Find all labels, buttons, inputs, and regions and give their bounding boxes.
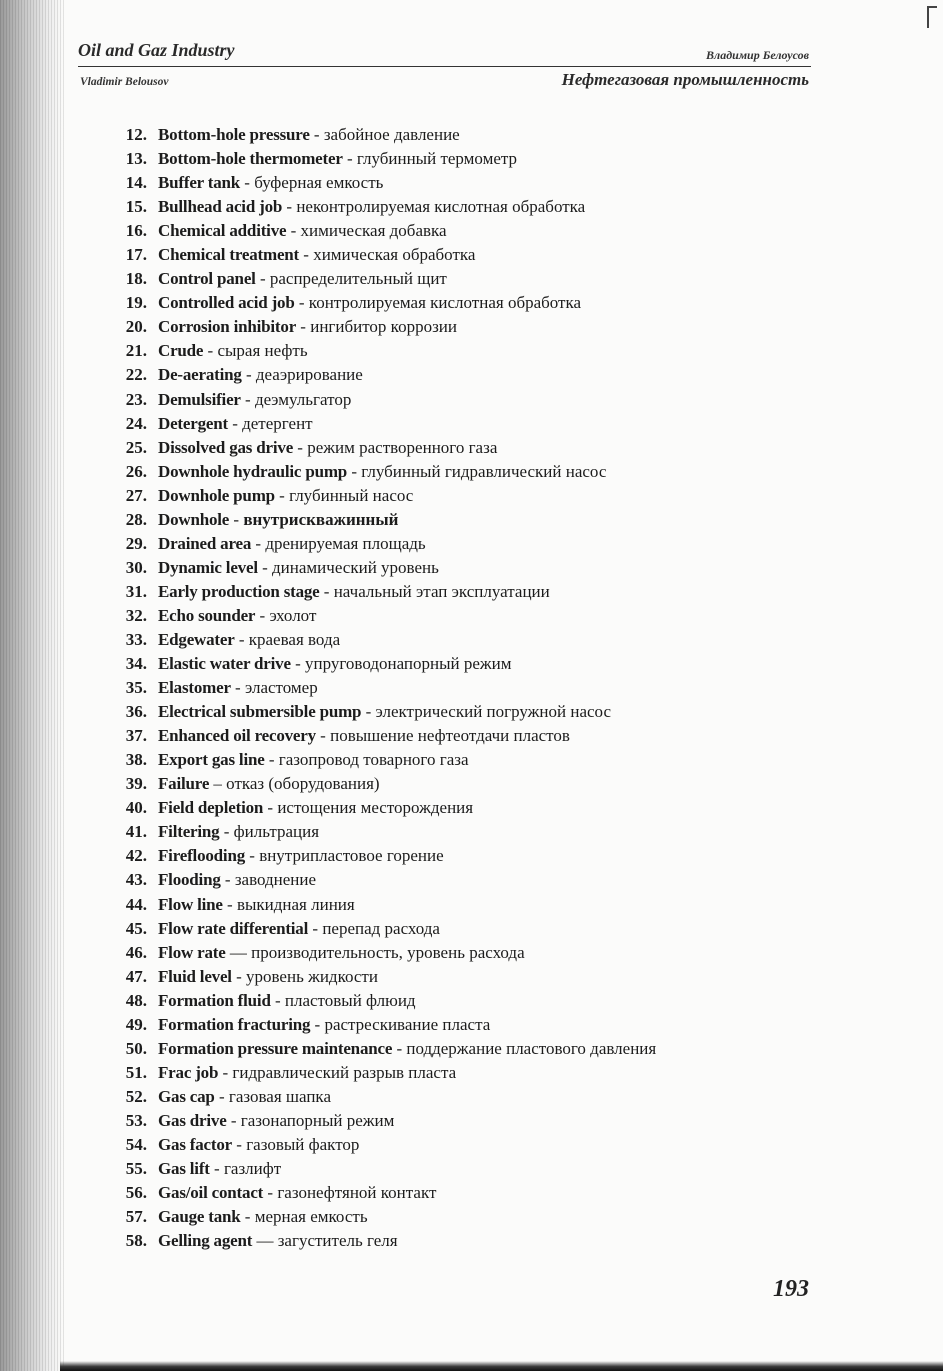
entry-translation-ru: режим растворенного газа [307, 437, 498, 457]
entry-term-en: Gas lift [158, 1159, 210, 1179]
entry-translation-ru: глубинный гидравлический насос [361, 461, 607, 481]
glossary-entry [102, 724, 802, 748]
entry-number: 25. [125, 437, 147, 457]
glossary-entry [102, 267, 802, 291]
entry-term-en: De-aerating [158, 365, 242, 385]
entry-number: 56. [125, 1183, 147, 1203]
entry-number: 17. [125, 245, 147, 265]
glossary-entry [102, 147, 802, 171]
entry-separator: - [245, 846, 260, 866]
entry-separator: - [274, 485, 290, 505]
entry-term-en: Gas/oil contact [158, 1183, 264, 1203]
entry-translation-ru: динамический уровень [272, 557, 439, 577]
entry-translation-ru: начальный этап эксплуатации [333, 581, 550, 601]
entry-term-en: Gas cap [158, 1086, 215, 1106]
entry-number: 21. [125, 341, 147, 361]
header-rule [78, 66, 811, 67]
glossary-entry [102, 1157, 802, 1181]
running-header-title-en: Oil and Gaz Industry [78, 40, 235, 60]
entry-separator: - [361, 702, 376, 722]
entry-number: 38. [125, 750, 147, 770]
entry-translation-ru: контролируемая кислотная обработка [308, 293, 582, 313]
entry-term-en: Downhole pump [158, 485, 275, 505]
glossary-entry [102, 628, 802, 652]
entry-number: 49. [125, 1014, 147, 1034]
entry-translation-ru: деаэрирование [255, 365, 363, 385]
entry-number: 47. [125, 966, 147, 986]
glossary-entry [102, 412, 802, 436]
entry-term-en: Chemical treatment [158, 245, 300, 265]
glossary-entry [102, 1109, 802, 1133]
entry-translation-ru: сырая нефть [217, 341, 308, 361]
entry-term-en: Bullhead acid job [158, 197, 283, 217]
entry-separator: - [240, 389, 255, 409]
entry-term-en: Dynamic level [158, 557, 258, 577]
entry-number: 35. [125, 678, 147, 698]
entry-translation-ru: отказ (оборудования) [226, 774, 380, 794]
entry-term-en: Edgewater [158, 629, 235, 649]
entry-term-en: Early production stage [158, 581, 320, 601]
entry-number: 51. [125, 1062, 147, 1082]
entry-number: 43. [125, 870, 147, 890]
entry-number: 28. [125, 509, 147, 529]
entry-separator: - [230, 678, 245, 698]
entry-separator: - [241, 365, 256, 385]
entry-term-en: Frac job [158, 1062, 219, 1082]
entry-number: 57. [125, 1207, 147, 1227]
entry-translation-ru: повышение нефтеотдачи пластов [330, 726, 570, 746]
entry-separator: - [222, 894, 237, 914]
entry-translation-ru: внутрипластовое горение [259, 846, 444, 866]
glossary-entry [102, 796, 802, 820]
glossary-entry [102, 965, 802, 989]
entry-term-en: Demulsifier [158, 389, 241, 409]
entry-number: 16. [125, 221, 147, 241]
glossary-entry [102, 195, 802, 219]
entry-translation-ru: фильтрация [233, 822, 320, 842]
entry-translation-ru: электрический погружной насос [375, 702, 612, 722]
entry-translation-ru: выкидная линия [236, 894, 355, 914]
entry-number: 32. [125, 605, 147, 625]
entry-number: 52. [125, 1086, 147, 1106]
entry-term-en: Flow rate [158, 942, 226, 962]
entry-number: 42. [125, 846, 147, 866]
entry-separator: - [347, 461, 362, 481]
entry-number: 20. [125, 317, 147, 337]
entry-term-en: Control panel [158, 269, 256, 289]
entry-separator: - [392, 1038, 407, 1058]
glossary-entry [102, 1229, 802, 1253]
entry-translation-ru: распределительный щит [269, 269, 447, 289]
entry-term-en: Echo sounder [158, 605, 256, 625]
glossary-entry [102, 123, 802, 147]
glossary-entry [102, 219, 802, 243]
entry-translation-ru: забойное давление [323, 125, 460, 144]
entry-term-en: Gas factor [158, 1134, 233, 1154]
entry-translation-ru: дренируемая площадь [265, 533, 426, 553]
entry-number: 44. [125, 894, 147, 914]
entry-term-en: Buffer tank [158, 173, 241, 193]
entry-translation-ru: истощения месторождения [277, 798, 474, 818]
glossary-entry [102, 1013, 802, 1037]
entry-number: 58. [125, 1231, 147, 1251]
glossary-entry [102, 363, 802, 387]
entry-term-en: Drained area [158, 533, 252, 553]
glossary-entry [102, 484, 802, 508]
entry-separator: - [264, 750, 279, 770]
glossary-entry [102, 508, 802, 532]
entry-number: 26. [125, 461, 147, 481]
entry-translation-ru: пластовый флюид [284, 990, 416, 1010]
glossary-entry [102, 291, 802, 315]
entry-translation-ru: газонефтяной контакт [277, 1183, 437, 1203]
entry-separator: - [310, 1014, 325, 1034]
entry-separator: - [255, 605, 270, 625]
entry-term-en: Export gas line [158, 750, 265, 770]
entry-translation-ru: буферная емкость [254, 173, 384, 193]
glossary-entry [102, 772, 802, 796]
entry-translation-ru: упруговодонапорный режим [304, 654, 512, 674]
entry-translation-ru: загуститель геля [277, 1231, 398, 1251]
entry-translation-ru: газовая шапка [228, 1086, 331, 1106]
glossary-entry [102, 868, 802, 892]
page-bottom-edge [60, 1361, 943, 1371]
entry-term-en: Detergent [158, 413, 228, 433]
entry-number: 39. [125, 774, 147, 794]
glossary-entry [102, 748, 802, 772]
entry-number: 37. [125, 726, 147, 746]
running-header-author-ru: Владимир Белоусов [706, 48, 809, 62]
entry-separator: - [315, 726, 331, 746]
glossary-entry [102, 652, 802, 676]
entry-number: 41. [125, 822, 147, 842]
entry-translation-ru: производительность, уровень расхода [251, 942, 525, 962]
entry-term-en: Downhole [158, 509, 230, 529]
entry-term-en: Flow line [158, 894, 223, 914]
glossary-entry [102, 1061, 802, 1085]
entry-separator: - [209, 1159, 224, 1179]
entry-separator: - [294, 293, 309, 313]
entry-term-en: Filtering [158, 822, 220, 842]
entry-term-en: Flooding [158, 870, 221, 890]
entry-separator: - [232, 1134, 247, 1154]
entry-translation-ru: газлифт [223, 1159, 282, 1179]
entry-number: 30. [125, 557, 147, 577]
entry-term-en: Downhole hydraulic pump [158, 461, 348, 481]
entry-term-en: Flow rate differential [158, 918, 309, 938]
entry-translation-ru: краевая вода [248, 629, 341, 649]
entry-number: 14. [125, 173, 147, 193]
page-number: 193 [773, 1276, 809, 1302]
glossary-entry [102, 989, 802, 1013]
entry-separator: — [225, 942, 252, 962]
entry-separator: - [299, 245, 314, 265]
entry-separator: - [270, 990, 285, 1010]
entry-separator: - [255, 269, 270, 289]
glossary-entry [102, 556, 802, 580]
glossary-entry [102, 1037, 802, 1061]
glossary-entry [102, 460, 802, 484]
entry-number: 29. [125, 533, 147, 553]
entry-translation-ru: глубинный термометр [356, 149, 518, 169]
page-corner-mark [927, 6, 937, 28]
entry-translation-ru: детергент [242, 413, 313, 433]
running-header-author-en: Vladimir Belousov [80, 76, 169, 88]
entry-separator: - [251, 533, 266, 553]
glossary-entry [102, 243, 802, 267]
entry-separator: - [231, 966, 246, 986]
entry-number: 12. [125, 125, 147, 144]
entry-separator: - [257, 557, 273, 577]
entry-translation-ru: глубинный насос [289, 485, 414, 505]
glossary-entry [102, 604, 802, 628]
entry-separator: - [229, 509, 244, 529]
entry-number: 27. [125, 485, 147, 505]
entry-number: 48. [125, 990, 147, 1010]
entry-separator: - [293, 437, 308, 457]
entry-separator: - [203, 341, 218, 361]
entry-term-en: Elastomer [158, 678, 231, 698]
entry-translation-ru: уровень жидкости [246, 966, 378, 986]
entry-number: 46. [125, 942, 147, 962]
entry-term-en: Corrosion inhibitor [158, 317, 297, 337]
entry-number: 53. [125, 1110, 147, 1130]
entry-term-en: Gelling agent [158, 1231, 253, 1251]
entry-translation-ru: неконтролируемая кислотная обработка [296, 197, 586, 217]
entry-term-en: Formation fluid [158, 990, 271, 1010]
entry-separator: - [218, 1062, 233, 1082]
entry-translation-ru: растрескивание пласта [324, 1014, 491, 1034]
entry-separator: - [263, 798, 278, 818]
entry-translation-ru: деэмульгатор [254, 389, 352, 409]
glossary-entry [102, 1205, 802, 1229]
entry-translation-ru: газовый фактор [246, 1134, 360, 1154]
entry-term-en: Chemical additive [158, 221, 287, 241]
glossary-entry [102, 171, 802, 195]
entry-separator: - [308, 918, 323, 938]
entry-separator: - [214, 1086, 229, 1106]
entry-number: 36. [125, 702, 147, 722]
glossary-entry [102, 820, 802, 844]
entry-translation-ru: химическая добавка [300, 221, 447, 241]
entry-translation-ru: гидравлический разрыв пласта [232, 1062, 457, 1082]
book-spine-shadow [0, 0, 64, 1371]
entry-separator: - [286, 221, 301, 241]
entry-translation-ru: поддержание пластового давления [406, 1038, 657, 1058]
glossary-entry [102, 532, 802, 556]
entry-separator: - [309, 125, 324, 144]
entry-translation-ru: ингибитор коррозии [310, 317, 457, 337]
entry-translation-ru: заводнение [234, 870, 317, 890]
glossary-entry [102, 580, 802, 604]
entry-separator: - [296, 317, 311, 337]
entry-translation-ru: химическая обработка [313, 245, 476, 265]
glossary-entry [102, 388, 802, 412]
entry-term-en: Bottom-hole thermometer [158, 149, 343, 169]
glossary-entry [102, 844, 802, 868]
entry-term-en: Formation pressure maintenance [158, 1038, 393, 1058]
entry-separator: - [227, 413, 243, 433]
entry-translation-ru: газонапорный режим [240, 1110, 395, 1130]
glossary-entry [102, 339, 802, 363]
entry-separator: - [282, 197, 297, 217]
entry-term-en: Formation fracturing [158, 1014, 311, 1034]
entry-term-en: Fireflooding [158, 846, 246, 866]
entry-separator: - [263, 1183, 278, 1203]
entry-number: 50. [125, 1038, 147, 1058]
entry-separator: - [220, 870, 235, 890]
entry-term-en: Electrical submersible pump [158, 702, 362, 722]
entry-translation-ru: эластомер [244, 678, 318, 698]
glossary-entry [102, 436, 802, 460]
entry-term-en: Controlled acid job [158, 293, 295, 313]
entry-number: 13. [125, 149, 147, 169]
entry-number: 31. [125, 581, 147, 601]
entry-term-en: Enhanced oil recovery [158, 726, 316, 746]
entry-number: 19. [125, 293, 147, 313]
entry-number: 18. [125, 269, 147, 289]
glossary-entry [102, 1181, 802, 1205]
entry-term-en: Gas drive [158, 1110, 227, 1130]
entry-number: 34. [125, 654, 147, 674]
entry-separator: - [319, 581, 334, 601]
entry-term-en: Fluid level [158, 966, 232, 986]
entry-separator: - [240, 1207, 255, 1227]
glossary-entry [102, 1133, 802, 1157]
entry-number: 24. [125, 413, 147, 433]
entry-separator: - [234, 629, 249, 649]
entry-term-en: Elastic water drive [158, 654, 291, 674]
entry-translation-ru: мерная емкость [254, 1207, 368, 1227]
entry-term-en: Field depletion [158, 798, 264, 818]
entry-number: 40. [125, 798, 147, 818]
entry-translation-ru: внутрискважинный [243, 509, 399, 529]
entry-term-en: Dissolved gas drive [158, 437, 294, 457]
glossary-entry [102, 917, 802, 941]
entry-term-en: Crude [158, 341, 204, 361]
entry-number: 33. [125, 629, 147, 649]
entry-term-en: Bottom-hole pressure [158, 125, 310, 144]
glossary-list [102, 123, 802, 1253]
entry-separator: – [209, 774, 227, 794]
entry-number: 45. [125, 918, 147, 938]
entry-number: 54. [125, 1134, 147, 1154]
entry-number: 55. [125, 1159, 147, 1179]
entry-translation-ru: газопровод товарного газа [278, 750, 469, 770]
glossary-entry [102, 893, 802, 917]
entry-translation-ru: перепад расхода [322, 918, 440, 938]
entry-separator: - [240, 173, 255, 193]
glossary-entry [102, 676, 802, 700]
entry-number: 15. [125, 197, 147, 217]
entry-separator: - [290, 654, 305, 674]
entry-number: 22. [125, 365, 147, 385]
entry-separator: — [252, 1231, 278, 1251]
entry-separator: - [342, 149, 357, 169]
glossary-entry [102, 700, 802, 724]
entry-term-en: Failure [158, 774, 210, 794]
entry-translation-ru: эхолот [269, 605, 317, 625]
running-header-title-ru: Нефтегазовая промышленность [561, 70, 809, 89]
glossary-entry [102, 941, 802, 965]
entry-separator: - [219, 822, 234, 842]
entry-term-en: Gauge tank [158, 1207, 241, 1227]
entry-number: 23. [125, 389, 147, 409]
entry-separator: - [226, 1110, 241, 1130]
glossary-entry [102, 315, 802, 339]
glossary-entry [102, 1085, 802, 1109]
